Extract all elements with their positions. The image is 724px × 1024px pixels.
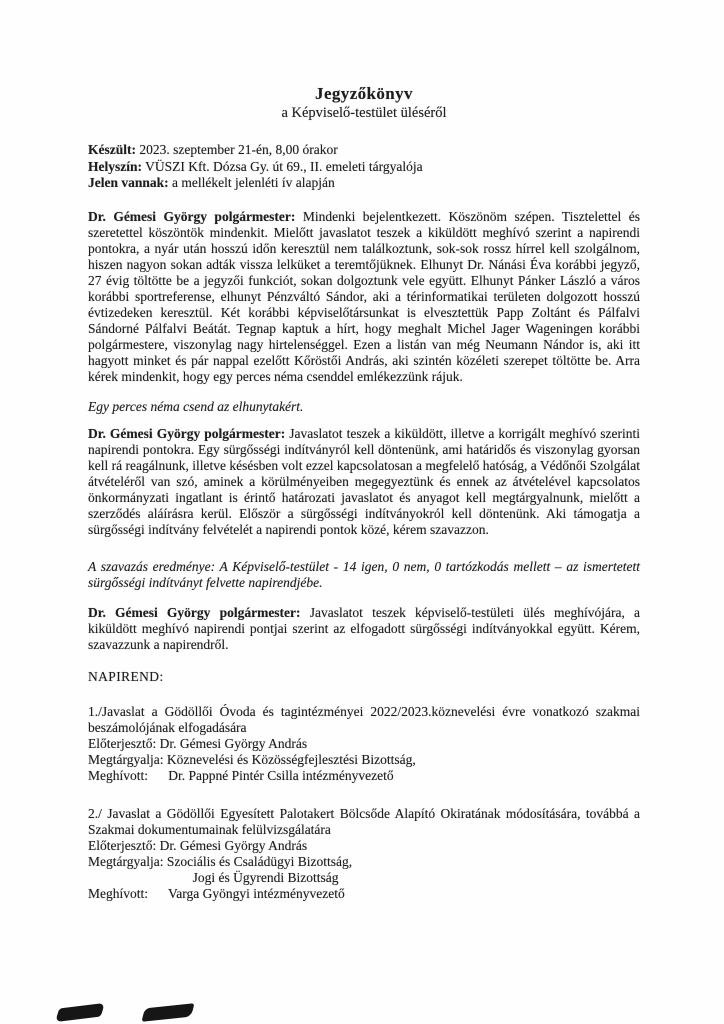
agenda-item-1-title: 1./Javaslat a Gödöllői Óvoda és tagintézményei 2022/2023.köznevelési évre vonatkozó szakmai beszámolójának elfogadására — [88, 703, 640, 735]
speaker-name-3: Dr. Gémesi György polgármester: — [88, 604, 301, 620]
meta-line-jelen-vannak — [88, 175, 640, 192]
speaker-name-2: Dr. Gémesi György polgármester: — [88, 425, 286, 441]
meta-label-keszult: Készült: — [88, 142, 136, 157]
meta-label-jelen-vannak: Jelen vannak: — [88, 175, 169, 190]
meta-line-helyszin — [88, 159, 640, 176]
meta-value-keszult: 2023. szeptember 21-én, 8,00 órakor — [136, 142, 338, 157]
speech-text-1: Mindenki bejelentkezett. Köszönöm szépen. Tisztelettel és szeretettel köszöntök mindenkit. Mielőtt javaslatot teszek a kiküldött meghívó szerint a napirendi pontokra, a nyár után hosszú időn keresztül nem találkoztunk, sok-sok rossz hírrel kell szolgálnom, hiszen nagyon sokan adták vissza lelküket a teremtőjüknek. Elhunyt Dr. Nánási Éva korábbi jegyző, 27 évig töltötte be a jegyzői funkciót, sokan dolgoztunk vele együtt. Elhunyt Pánker László a város korábbi sportreferense, elhunyt Pénzváltó Sándor, aki a térinformatikai területen dolgozott hosszú évtizedeken keresztül. Két korábbi képviselőtársunkat is elvesztettük Papp Zoltánt és Pálfalvi Sándorné Pálfalvi Beátát. Tegnap kaptuk a hírt, hogy meghalt Michel Jager Wageningen korábbi polgármestere, viszonylag nagy hirtelenséggel. Ezen a listán van még Neumann Nándor is, aki itt hagyott minket és pár nappal ezelőtt Kőröstői András, aki szintén közéleti szerepet töltötte be. Arra kérek mindenkit, hogy egy perces néma csenddel emlékezzünk rájuk. — [88, 208, 640, 384]
meta-label-helyszin: Helyszín: — [88, 158, 142, 174]
silence-note: Egy perces néma csend az elhunytakért. — [88, 398, 304, 414]
speech-text-2: Javaslatot teszek a kiküldött, illetve a korrigált meghívó szerinti napirendi pontokra. Egy sürgősségi indítványról kell döntenünk, ami határidős és viszonylag gyorsan kell rá reagálnunk, illetve késésben volt ezzel kapcsolatosan a megfelelő hatóság, a Védőnői Szolgálat átvételéről van szó, aminek a körülményeiben megegyeztünk és ennek az átvételével kapcsolatos önkormányzati ingatlant is érintő határozati javaslatot és anyagot kell megtárgyalnunk, mielőtt a szerződés aláírásra kerül. Először a sürgősségi indítványokról kell döntenünk. Aki támogatja a sürgősségi indítvány felvételét a napirendi pontok közé, kérem szavazzon. — [88, 425, 640, 537]
agenda-item-2-committee-row-2: Jogi és Ügyrendi Bizottság — [88, 869, 339, 885]
vote-result-note: A szavazás eredménye: A Képviselő-testület - 14 igen, 0 nem, 0 tartózkodás mellett – az ismertetett sürgősségi indítványt felvette napirendjébe. — [88, 558, 640, 590]
meta-value-helyszin: VÜSZI Kft. Dózsa Gy. út 69., II. emeleti tárgyalója — [142, 158, 423, 174]
meta-line-keszult — [88, 142, 640, 159]
speech-text-3: Javaslatot teszek képviselő-testületi ülés meghívójára, a kiküldött meghívó napirendi pontjai szerint az elfogadott sürgősségi indítványokkal együtt. Kérem, szavazzunk a napirendről. — [88, 604, 641, 652]
agenda-item-2-presenter-row: Előterjesztő: Dr. Gémesi György András — [88, 837, 308, 853]
agenda-item-1-invitee-row: Meghívott: Dr. Pappné Pintér Csilla intézményvezető — [88, 767, 394, 783]
agenda-item-2-title: 2./ Javaslat a Gödöllői Egyesített Palotakert Bölcsőde Alapító Okiratának módosítására, továbbá a Szakmai dokumentumainak felülvizsgálatára — [88, 805, 640, 837]
speech-paragraph-1 — [88, 209, 640, 385]
speech-paragraph-2 — [88, 426, 640, 538]
document-title: Jegyzőkönyv — [315, 84, 413, 103]
meta-block — [88, 142, 640, 192]
speech-paragraph-3 — [88, 605, 640, 653]
ink-mark-artifact-left — [55, 1003, 105, 1022]
agenda-item-1-committee-row: Megtárgyalja: Köznevelési és Közösségfejlesztési Bizottság, — [88, 751, 416, 767]
meta-value-jelen-vannak: a mellékelt jelenléti ív alapján — [168, 175, 335, 190]
agenda-item-2 — [88, 806, 640, 902]
agenda-item-1 — [88, 704, 640, 784]
agenda-item-2-committee-row-1: Megtárgyalja: Szociális és Családügyi Bizottság, — [88, 853, 353, 869]
document-subtitle: a Képviselő-testület üléséről — [281, 105, 447, 121]
agenda-item-1-presenter-row: Előterjesztő: Dr. Gémesi György András — [88, 735, 308, 751]
agenda-item-2-invitee-row: Meghívott: Varga Gyöngyi intézményvezető — [88, 885, 345, 901]
ink-mark-artifact-right — [141, 1003, 194, 1022]
document-content — [88, 84, 640, 902]
speaker-name-1: Dr. Gémesi György polgármester: — [88, 208, 296, 224]
agenda-heading: NAPIREND: — [88, 668, 164, 684]
